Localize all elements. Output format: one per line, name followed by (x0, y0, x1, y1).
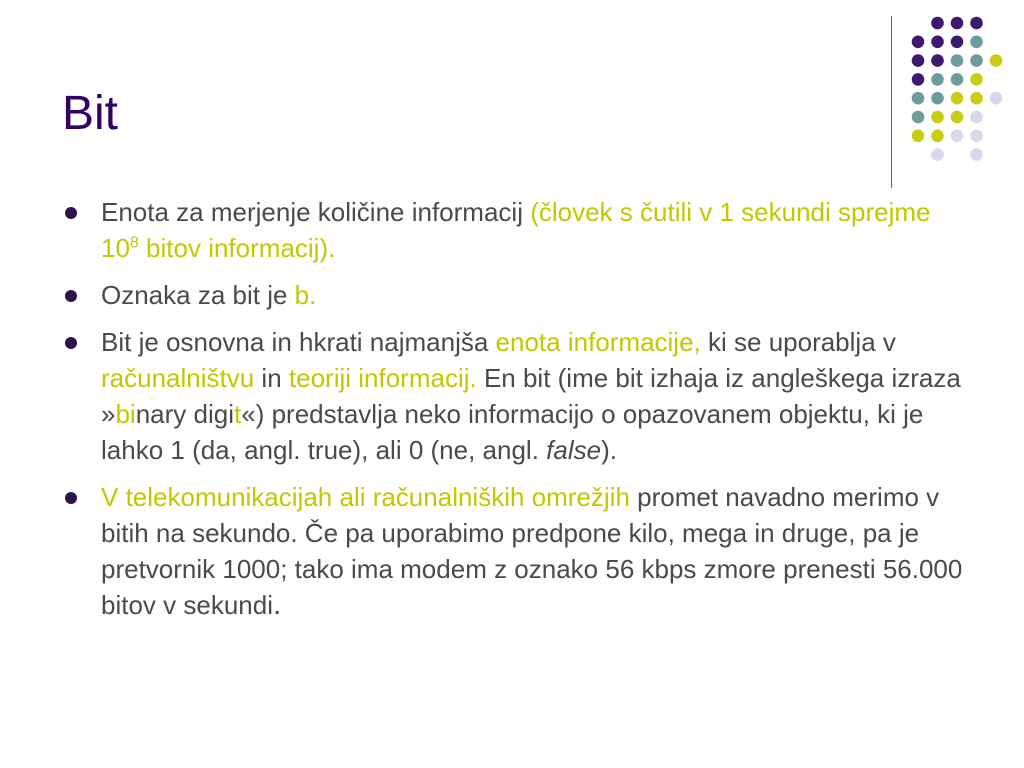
decorative-dot (931, 111, 944, 124)
decorative-dot (951, 111, 964, 124)
decorative-dot-grid (0, 0, 1024, 200)
decorative-dot (951, 54, 964, 67)
decorative-dot (970, 111, 983, 124)
decorative-dot (912, 92, 925, 105)
bullet-list (64, 194, 964, 634)
decorative-dot (931, 54, 944, 67)
bullet-icon (65, 337, 77, 349)
decorative-dot (970, 17, 983, 30)
decorative-dot (912, 73, 925, 86)
decorative-dot (931, 36, 944, 49)
decorative-dot (912, 54, 925, 67)
decorative-dot (951, 92, 964, 105)
bullet-icon (65, 290, 77, 302)
decorative-dot (990, 54, 1003, 67)
list-item: Oznaka za bit je b. (64, 277, 964, 313)
decorative-dot (912, 130, 925, 143)
vertical-divider (891, 16, 892, 188)
decorative-dot (970, 148, 983, 161)
decorative-dot (931, 17, 944, 30)
list-item: Bit je osnovna in hkrati najmanjša enota informacije, ki se uporablja v računalništvu in teoriji informacij. En bit (ime bit izhaja iz angleškega izraza »binary digit«) predstavlja neko informacijo o opazovanem objektu, ki je lahko 1 (da, angl. true), ali 0 (ne, angl. false). (64, 324, 964, 468)
decorative-dot (970, 73, 983, 86)
decorative-dot (970, 130, 983, 143)
decorative-dot (970, 36, 983, 49)
decorative-dot (931, 130, 944, 143)
list-item: Enota za merjenje količine informacij (človek s čutili v 1 sekundi sprejme $10^8$ bitov informacij). (64, 194, 964, 266)
decorative-dot (951, 36, 964, 49)
decorative-dot (951, 130, 964, 143)
slide-title: Bit (62, 87, 119, 140)
bullet-icon (65, 492, 77, 504)
decorative-dot (931, 73, 944, 86)
decorative-dot (912, 36, 925, 49)
decorative-dot (990, 92, 1003, 105)
decorative-dot (951, 73, 964, 86)
bullet-icon (65, 207, 77, 219)
list-item: V telekomunikacijah ali računalniških omrežjih promet navadno merimo v bitih na sekundo. Če pa uporabimo predpone kilo, mega in druge, pa je pretvornik 1000; tako ima modem z oznako 56 kbps zmore prenesti 56.000 bitov v sekundi. (64, 479, 964, 623)
decorative-dot (951, 17, 964, 30)
decorative-dot (931, 92, 944, 105)
decorative-dot (912, 111, 925, 124)
decorative-dot (970, 54, 983, 67)
decorative-dot (970, 92, 983, 105)
decorative-dot (931, 148, 944, 161)
